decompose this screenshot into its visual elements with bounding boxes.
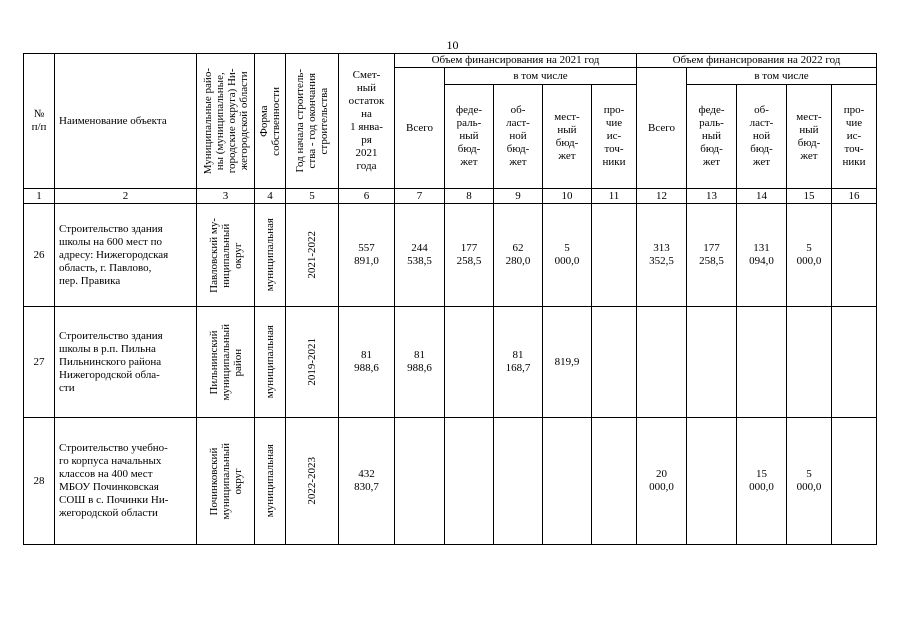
header-including-2021: в том числе xyxy=(445,68,637,85)
row-ownership: муниципальная xyxy=(255,204,286,307)
regional-2021-value: 81 168,7 xyxy=(494,307,543,418)
other-2022-value xyxy=(832,307,877,418)
local-2021-value xyxy=(543,418,592,545)
header-num: № п/п xyxy=(24,54,55,189)
regional-2021-value: 62 280,0 xyxy=(494,204,543,307)
column-number: 5 xyxy=(286,189,339,204)
remainder-value: 81 988,6 xyxy=(339,307,395,418)
local-2021-value: 819,9 xyxy=(543,307,592,418)
regional-2022-value: 131 094,0 xyxy=(737,204,787,307)
column-number: 4 xyxy=(255,189,286,204)
column-number: 7 xyxy=(395,189,445,204)
column-number: 8 xyxy=(445,189,494,204)
column-number: 3 xyxy=(197,189,255,204)
column-number: 6 xyxy=(339,189,395,204)
other-2021-value xyxy=(592,307,637,418)
header-total-2021: Всего xyxy=(395,68,445,189)
total-2021-value xyxy=(395,418,445,545)
federal-2022-value: 177 258,5 xyxy=(687,204,737,307)
column-number-row xyxy=(24,189,877,204)
row-years: 2021-2022 xyxy=(286,204,339,307)
object-name: Строительство здания школы на 600 мест по адресу: Нижегородская область, г. Павлово, пер. Правика xyxy=(55,204,197,307)
other-2021-value xyxy=(592,418,637,545)
column-number: 9 xyxy=(494,189,543,204)
column-number: 2 xyxy=(55,189,197,204)
row-num: 28 xyxy=(24,418,55,545)
total-2022-value: 20 000,0 xyxy=(637,418,687,545)
other-2022-value xyxy=(832,204,877,307)
total-2022-value xyxy=(637,307,687,418)
header-other-2021: про- чие ис- точ- ники xyxy=(592,85,637,189)
header-ownership: Форма собственности xyxy=(255,54,286,189)
object-name: Строительство учебно- го корпуса начальных классов на 400 мест МБОУ Починковская СОШ в с. Починки Ни- жегородской области xyxy=(55,418,197,545)
header-federal-2021: феде- раль- ный бюд- жет xyxy=(445,85,494,189)
remainder-value: 432 830,7 xyxy=(339,418,395,545)
local-2022-value: 5 000,0 xyxy=(787,204,832,307)
remainder-value: 557 891,0 xyxy=(339,204,395,307)
federal-2021-value: 177 258,5 xyxy=(445,204,494,307)
total-2022-value: 313 352,5 xyxy=(637,204,687,307)
table-row xyxy=(24,418,877,545)
row-years: 2019-2021 xyxy=(286,307,339,418)
header-funding-2021: Объем финансирования на 2021 год xyxy=(395,54,637,68)
row-num: 27 xyxy=(24,307,55,418)
header-including-2022: в том числе xyxy=(687,68,877,85)
column-number: 11 xyxy=(592,189,637,204)
page-number: 10 xyxy=(446,38,459,52)
local-2021-value: 5 000,0 xyxy=(543,204,592,307)
header-district: Муниципальные райо- ны (муниципальные, городские округа) Ни- жегородской области xyxy=(197,54,255,189)
row-ownership: муниципальная xyxy=(255,307,286,418)
total-2021-value: 244 538,5 xyxy=(395,204,445,307)
other-2021-value xyxy=(592,204,637,307)
column-number: 12 xyxy=(637,189,687,204)
column-number: 14 xyxy=(737,189,787,204)
header-remainder: Смет- ный остаток на 1 янва- ря 2021 года xyxy=(339,54,395,189)
federal-2021-value xyxy=(445,418,494,545)
federal-2021-value xyxy=(445,307,494,418)
financing-table xyxy=(23,53,877,545)
row-years: 2022-2023 xyxy=(286,418,339,545)
regional-2022-value: 15 000,0 xyxy=(737,418,787,545)
column-number: 1 xyxy=(24,189,55,204)
table-row xyxy=(24,307,877,418)
object-name: Строительство здания школы в р.п. Пильна Пильнинского района Нижегородской обла- сти xyxy=(55,307,197,418)
federal-2022-value xyxy=(687,418,737,545)
row-num: 26 xyxy=(24,204,55,307)
header-local-2021: мест- ный бюд- жет xyxy=(543,85,592,189)
column-number: 13 xyxy=(687,189,737,204)
row-ownership: муниципальная xyxy=(255,418,286,545)
total-2021-value: 81 988,6 xyxy=(395,307,445,418)
header-other-2022: про- чие ис- точ- ники xyxy=(832,85,877,189)
header-years: Год начала строитель- ства - год окончания строительства xyxy=(286,54,339,189)
header-federal-2022: феде- раль- ный бюд- жет xyxy=(687,85,737,189)
column-number: 10 xyxy=(543,189,592,204)
local-2022-value: 5 000,0 xyxy=(787,418,832,545)
federal-2022-value xyxy=(687,307,737,418)
regional-2021-value xyxy=(494,418,543,545)
row-district: Починковский муниципальный округ xyxy=(197,418,255,545)
header-name: Наименование объекта xyxy=(55,54,197,189)
other-2022-value xyxy=(832,418,877,545)
row-district: Пильнинский муниципальный район xyxy=(197,307,255,418)
header-local-2022: мест- ный бюд- жет xyxy=(787,85,832,189)
header-regional-2022: об- ласт- ной бюд- жет xyxy=(737,85,787,189)
header-total-2022: Всего xyxy=(637,68,687,189)
column-number: 15 xyxy=(787,189,832,204)
row-district: Павловский му- ниципальный округ xyxy=(197,204,255,307)
header-funding-2022: Объем финансирования на 2022 год xyxy=(637,54,877,68)
table-row xyxy=(24,204,877,307)
regional-2022-value xyxy=(737,307,787,418)
column-number: 16 xyxy=(832,189,877,204)
local-2022-value xyxy=(787,307,832,418)
header-regional-2021: об- ласт- ной бюд- жет xyxy=(494,85,543,189)
